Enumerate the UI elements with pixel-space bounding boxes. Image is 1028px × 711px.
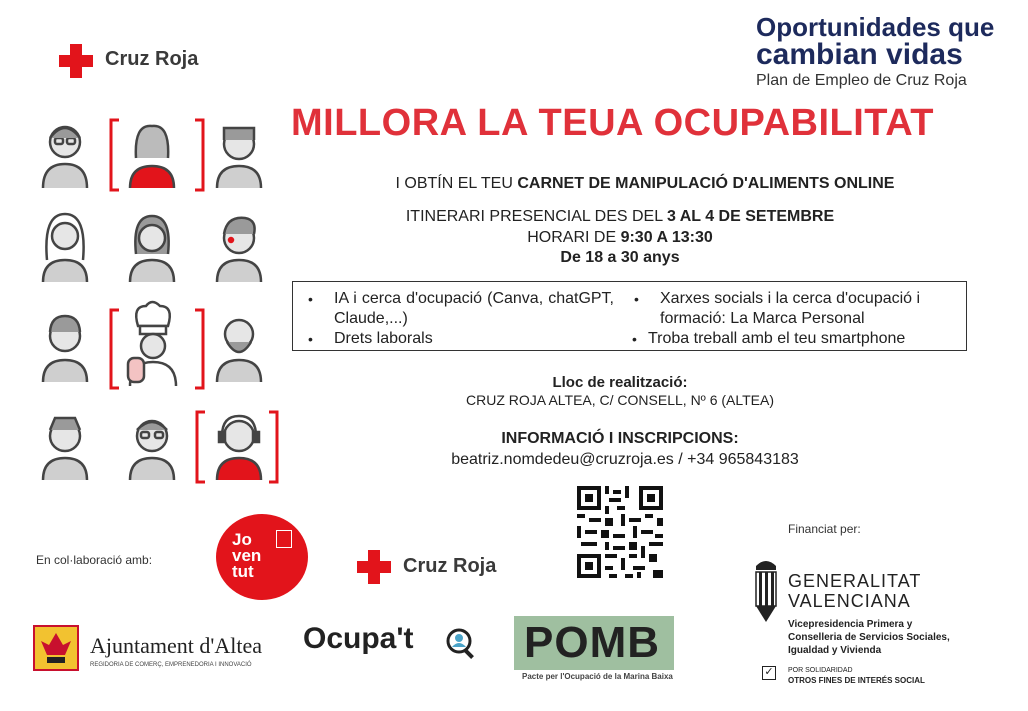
joventut-logo: Jo ven tut [216, 514, 308, 600]
person-icon [43, 127, 87, 188]
shield-icon [276, 530, 292, 548]
info-line-4: De 18 a 30 anys [560, 249, 680, 266]
red-cross-icon [357, 550, 391, 584]
altea-crest-icon [33, 625, 79, 671]
campaign-subtitle: Plan de Empleo de Cruz Roja [756, 72, 967, 89]
campaign-logo [756, 14, 1006, 90]
checkbox-icon: ✓ [762, 666, 776, 680]
info-line-2: ITINERARI PRESENCIAL DES DEL 3 AL 4 DE SETEMBRE [405, 208, 835, 225]
financiat-label: Financiat per: [788, 522, 861, 536]
person-icon [130, 216, 174, 282]
person-icon [43, 214, 87, 282]
pomb-subtitle: Pacte per l'Ocupació de la Marina Baixa [522, 672, 673, 681]
page-title: MILLORA LA TEUA OCUPABILITAT [291, 102, 935, 144]
chef-icon [128, 302, 176, 386]
info-line-1: I OBTÍN EL TEU CARNET DE MANIPULACIÓ D'ALIMENTS ONLINE [395, 175, 895, 192]
contact-label: INFORMACIÓ I INSCRIPCIONS: [501, 430, 739, 447]
campaign-line2: cambian vidas [756, 38, 963, 71]
magnifier-person-icon [444, 626, 478, 660]
people-illustration [35, 110, 285, 485]
person-icon [130, 126, 174, 188]
campaign-line1: Oportunidades que [756, 12, 995, 42]
org-name-2: Cruz Roja [403, 555, 497, 577]
red-cross-icon [59, 44, 93, 78]
info-line-3: HORARI DE 9:30 A 13:30 [527, 229, 713, 246]
qr-code[interactable] [575, 484, 665, 580]
person-icon [217, 320, 261, 382]
person-icon [217, 128, 261, 188]
topic-item: • Troba treball amb el teu smartphone [632, 330, 906, 347]
collab-label: En col·laboració amb: [36, 553, 153, 567]
altea-name: Ajuntament d'Altea [90, 633, 262, 658]
generalitat-name: GENERALITAT VALENCIANA [788, 571, 922, 611]
generalitat-crest-icon [750, 556, 782, 626]
org-name: Cruz Roja [105, 48, 199, 70]
location-address: CRUZ ROJA ALTEA, C/ CONSELL, Nº 6 (ALTEA) [466, 392, 774, 408]
person-icon [43, 418, 87, 480]
topic-item: • IA i cerca d'ocupació (Canva, chatGPT, Claude,...) [308, 290, 614, 327]
headset-person-icon [217, 416, 261, 480]
ocupat-logo: Ocupa't [303, 622, 414, 655]
topic-item: • Xarxes socials i la cerca d'ocupació i formació: La Marca Personal [634, 290, 921, 327]
solidarity-text: POR SOLIDARIDAD OTROS FINES DE INTERÉS SOCIAL [788, 667, 925, 685]
altea-subtitle: REGIDORIA DE COMERÇ, EMPRENEDORIA I INNOVACIÓ [90, 662, 252, 668]
pomb-logo: POMB [514, 616, 674, 670]
person-icon [43, 316, 87, 382]
person-icon [217, 218, 261, 282]
contact-details: beatriz.nomdedeu@cruzroja.es / +34 965843183 [451, 451, 799, 468]
generalitat-dept: Vicepresidencia Primera y Conselleria de Servicios Sociales, Igualdad y Vivienda [788, 619, 950, 656]
person-icon [130, 421, 174, 480]
topic-item: • Drets laborals [308, 330, 433, 347]
location-label: Lloc de realització: [552, 374, 688, 391]
